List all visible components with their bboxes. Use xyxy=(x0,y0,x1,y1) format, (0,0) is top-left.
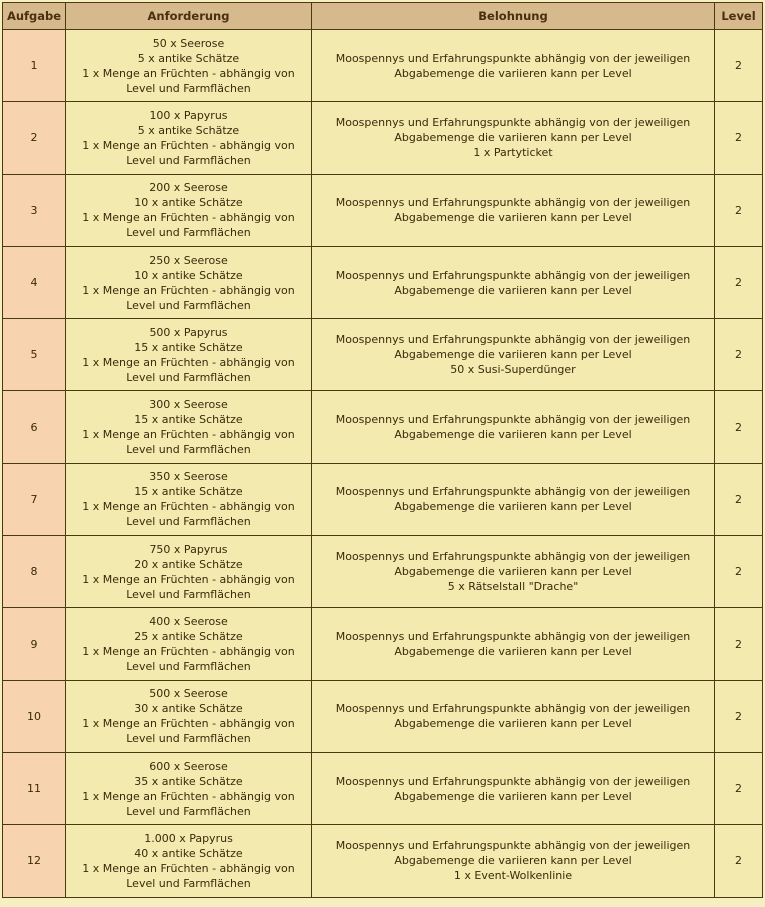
cell-requirement xyxy=(66,391,312,463)
cell-reward xyxy=(312,752,715,824)
requirement-line: Level und Farmflächen xyxy=(126,443,251,457)
reward-line: Abgabemenge die variieren kann per Level xyxy=(394,348,632,362)
requirement-line: Level und Farmflächen xyxy=(126,587,251,601)
cell-requirement xyxy=(66,174,312,246)
requirement-line: 1 x Menge an Früchten - abhängig von xyxy=(82,355,295,369)
requirement-line: 1 x Menge an Früchten - abhängig von xyxy=(82,789,295,803)
reward-line: Abgabemenge die variieren kann per Level xyxy=(394,645,632,659)
requirement-line: 400 x Seerose xyxy=(149,615,228,629)
requirement-line: 1.000 x Papyrus xyxy=(144,831,233,845)
table-row xyxy=(3,30,763,102)
reward-line: Moospennys und Erfahrungspunkte abhängig von der jeweiligen xyxy=(335,333,691,347)
cell-reward xyxy=(312,391,715,463)
cell-task-number: 7 xyxy=(3,463,66,535)
cell-task-number: 4 xyxy=(3,246,66,318)
reward-line: Moospennys und Erfahrungspunkte abhängig von der jeweiligen xyxy=(335,702,691,716)
cell-level: 2 xyxy=(715,752,763,824)
cell-level: 2 xyxy=(715,680,763,752)
cell-level: 2 xyxy=(715,391,763,463)
requirement-line: Level und Farmflächen xyxy=(126,81,251,95)
requirement-line: Level und Farmflächen xyxy=(126,298,251,312)
table-row xyxy=(3,680,763,752)
header-level: Level xyxy=(715,3,763,30)
requirement-line: 50 x Seerose xyxy=(152,36,225,50)
reward-line: Abgabemenge die variieren kann per Level xyxy=(394,211,632,225)
cell-level: 2 xyxy=(715,30,763,102)
requirement-line: 350 x Seerose xyxy=(149,470,228,484)
cell-reward xyxy=(312,680,715,752)
requirement-line: 1 x Menge an Früchten - abhängig von xyxy=(82,572,295,586)
cell-task-number: 9 xyxy=(3,608,66,680)
cell-reward xyxy=(312,30,715,102)
requirement-line: Level und Farmflächen xyxy=(126,515,251,529)
cell-requirement xyxy=(66,246,312,318)
reward-line: Abgabemenge die variieren kann per Level xyxy=(394,428,632,442)
requirement-line: 1 x Menge an Früchten - abhängig von xyxy=(82,861,295,875)
requirement-line: 1 x Menge an Früchten - abhängig von xyxy=(82,717,295,731)
cell-task-number: 5 xyxy=(3,319,66,391)
requirement-line: 250 x Seerose xyxy=(149,253,228,267)
requirement-line: Level und Farmflächen xyxy=(126,660,251,674)
reward-line: Moospennys und Erfahrungspunkte abhängig von der jeweiligen xyxy=(335,116,691,130)
requirement-line: Level und Farmflächen xyxy=(126,370,251,384)
requirement-line: 5 x antike Schätze xyxy=(137,123,240,137)
table-row xyxy=(3,391,763,463)
reward-line: Abgabemenge die variieren kann per Level xyxy=(394,283,632,297)
cell-level: 2 xyxy=(715,608,763,680)
header-reward: Belohnung xyxy=(312,3,715,30)
cell-reward xyxy=(312,319,715,391)
reward-line: 50 x Susi-Superdünger xyxy=(450,363,576,377)
table-row xyxy=(3,536,763,608)
cell-level: 2 xyxy=(715,536,763,608)
cell-requirement xyxy=(66,608,312,680)
requirement-line: 1 x Menge an Früchten - abhängig von xyxy=(82,500,295,514)
cell-reward xyxy=(312,246,715,318)
cell-level: 2 xyxy=(715,463,763,535)
requirement-line: 35 x antike Schätze xyxy=(134,774,243,788)
reward-line: 1 x Event-Wolkenlinie xyxy=(453,869,573,883)
requirement-line: Level und Farmflächen xyxy=(126,153,251,167)
requirement-line: 15 x antike Schätze xyxy=(134,413,243,427)
cell-task-number: 3 xyxy=(3,174,66,246)
reward-line: Moospennys und Erfahrungspunkte abhängig von der jeweiligen xyxy=(335,550,691,564)
cell-requirement xyxy=(66,536,312,608)
cell-reward xyxy=(312,608,715,680)
requirement-line: 1 x Menge an Früchten - abhängig von xyxy=(82,283,295,297)
requirement-line: 5 x antike Schätze xyxy=(137,51,240,65)
requirement-line: 15 x antike Schätze xyxy=(134,485,243,499)
cell-task-number: 8 xyxy=(3,536,66,608)
reward-line: Abgabemenge die variieren kann per Level xyxy=(394,500,632,514)
table-row xyxy=(3,825,763,897)
requirement-line: 750 x Papyrus xyxy=(149,542,228,556)
table-row xyxy=(3,102,763,174)
cell-requirement xyxy=(66,102,312,174)
requirement-line: 20 x antike Schätze xyxy=(134,557,243,571)
requirement-line: 100 x Papyrus xyxy=(149,108,228,122)
reward-line: Moospennys und Erfahrungspunkte abhängig von der jeweiligen xyxy=(335,413,691,427)
cell-requirement xyxy=(66,319,312,391)
cell-task-number: 1 xyxy=(3,30,66,102)
requirement-line: 300 x Seerose xyxy=(149,398,228,412)
requirement-line: 10 x antike Schätze xyxy=(134,196,243,210)
reward-line: Moospennys und Erfahrungspunkte abhängig von der jeweiligen xyxy=(335,630,691,644)
requirement-line: 1 x Menge an Früchten - abhängig von xyxy=(82,211,295,225)
cell-reward xyxy=(312,102,715,174)
requirement-line: 25 x antike Schätze xyxy=(134,630,243,644)
cell-level: 2 xyxy=(715,174,763,246)
requirement-line: 600 x Seerose xyxy=(149,759,228,773)
requirement-line: 200 x Seerose xyxy=(149,181,228,195)
cell-level: 2 xyxy=(715,102,763,174)
requirement-line: 40 x antike Schätze xyxy=(134,846,243,860)
cell-reward xyxy=(312,825,715,897)
cell-requirement xyxy=(66,30,312,102)
header-task: Aufgabe xyxy=(3,3,66,30)
reward-line: 1 x Partyticket xyxy=(473,146,553,160)
cell-requirement xyxy=(66,680,312,752)
cell-requirement xyxy=(66,463,312,535)
reward-line: Abgabemenge die variieren kann per Level xyxy=(394,789,632,803)
reward-line: Abgabemenge die variieren kann per Level xyxy=(394,565,632,579)
requirement-line: 500 x Papyrus xyxy=(149,325,228,339)
cell-task-number: 2 xyxy=(3,102,66,174)
table-row xyxy=(3,608,763,680)
cell-task-number: 6 xyxy=(3,391,66,463)
cell-reward xyxy=(312,536,715,608)
reward-line: Abgabemenge die variieren kann per Level xyxy=(394,854,632,868)
reward-line: Moospennys und Erfahrungspunkte abhängig von der jeweiligen xyxy=(335,485,691,499)
header-requirement: Anforderung xyxy=(66,3,312,30)
table-row xyxy=(3,463,763,535)
requirement-line: Level und Farmflächen xyxy=(126,804,251,818)
requirement-line: 1 x Menge an Früchten - abhängig von xyxy=(82,66,295,80)
table-body xyxy=(3,30,763,898)
table-row xyxy=(3,246,763,318)
reward-line: Moospennys und Erfahrungspunkte abhängig von der jeweiligen xyxy=(335,774,691,788)
cell-task-number: 12 xyxy=(3,825,66,897)
table-row xyxy=(3,752,763,824)
requirement-line: 500 x Seerose xyxy=(149,687,228,701)
cell-requirement xyxy=(66,825,312,897)
requirement-line: Level und Farmflächen xyxy=(126,732,251,746)
requirement-line: Level und Farmflächen xyxy=(126,226,251,240)
table-row xyxy=(3,174,763,246)
cell-task-number: 10 xyxy=(3,680,66,752)
requirement-line: 15 x antike Schätze xyxy=(134,340,243,354)
reward-line: Moospennys und Erfahrungspunkte abhängig von der jeweiligen xyxy=(335,196,691,210)
cell-reward xyxy=(312,174,715,246)
reward-line: Abgabemenge die variieren kann per Level xyxy=(394,66,632,80)
table-header-row xyxy=(3,3,763,30)
reward-line: Moospennys und Erfahrungspunkte abhängig von der jeweiligen xyxy=(335,51,691,65)
reward-line: Moospennys und Erfahrungspunkte abhängig von der jeweiligen xyxy=(335,839,691,853)
cell-task-number: 11 xyxy=(3,752,66,824)
requirement-line: 1 x Menge an Früchten - abhängig von xyxy=(82,428,295,442)
reward-line: Abgabemenge die variieren kann per Level xyxy=(394,717,632,731)
reward-line: 5 x Rätselstall "Drache" xyxy=(447,580,579,594)
cell-requirement xyxy=(66,752,312,824)
table-row xyxy=(3,319,763,391)
requirement-line: 1 x Menge an Früchten - abhängig von xyxy=(82,138,295,152)
reward-line: Moospennys und Erfahrungspunkte abhängig von der jeweiligen xyxy=(335,268,691,282)
cell-reward xyxy=(312,463,715,535)
requirement-line: 1 x Menge an Früchten - abhängig von xyxy=(82,645,295,659)
reward-line: Abgabemenge die variieren kann per Level xyxy=(394,131,632,145)
cell-level: 2 xyxy=(715,246,763,318)
requirement-line: 10 x antike Schätze xyxy=(134,268,243,282)
cell-level: 2 xyxy=(715,319,763,391)
requirement-line: 30 x antike Schätze xyxy=(134,702,243,716)
cell-level: 2 xyxy=(715,825,763,897)
quest-table xyxy=(2,2,763,898)
requirement-line: Level und Farmflächen xyxy=(126,876,251,890)
